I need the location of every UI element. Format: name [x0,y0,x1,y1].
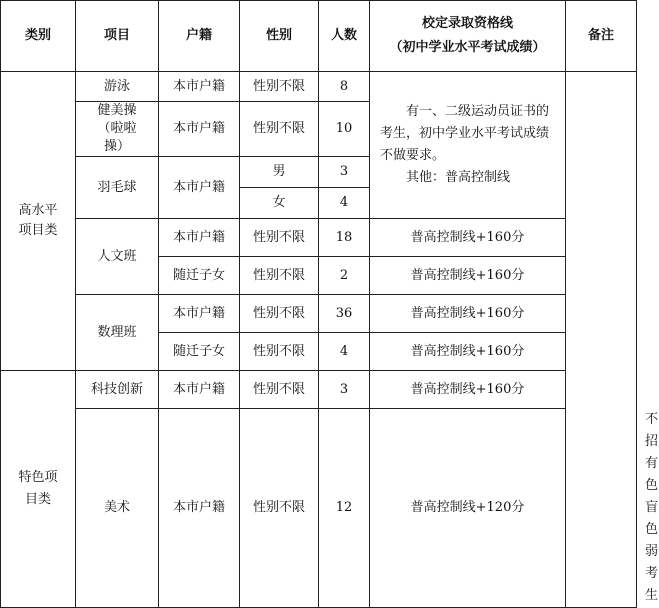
admission-line-cell: 普高控制线+160分 [370,257,566,295]
gender-cell: 性别不限 [240,295,319,333]
table-row [1,295,637,333]
admission-line-cell: 普高控制线+160分 [370,333,566,371]
count-cell: 3 [319,371,370,409]
header-count: 人数 [319,1,370,72]
header-remarks: 备注 [566,1,637,72]
sports-note-certificate: 有一、二级运动员证书的考生，初中学业水平考试成绩不做要求。 [380,104,550,163]
admission-line-cell: 普高控制线+160分 [370,295,566,333]
gender-cell: 性别不限 [240,257,319,295]
item-aerobics: 健美操（啦啦操） [76,102,159,157]
header-line-subtitle: （初中学业水平考试成绩） [389,40,546,55]
category-high-level: 高水平项目类 [1,72,76,371]
gender-cell: 性别不限 [240,409,319,608]
header-hukou: 户籍 [159,1,240,72]
sports-admission-note [370,72,566,219]
gender-male: 男 [240,157,319,188]
gender-female: 女 [240,188,319,219]
header-row [1,1,637,72]
count-cell: 18 [319,219,370,257]
gender-cell: 性别不限 [240,371,319,409]
hukou-cell: 本市户籍 [159,102,240,157]
hukou-cell: 本市户籍 [159,72,240,102]
header-line-title: 校定录取资格线 [421,16,513,31]
count-cell: 8 [319,72,370,102]
remarks-empty [566,72,637,608]
count-cell: 10 [319,102,370,157]
sports-note-other: 其他：普高控制线 [406,170,511,185]
admission-line-cell: 普高控制线+160分 [370,219,566,257]
gender-cell: 性别不限 [240,72,319,102]
hukou-cell: 随迁子女 [159,257,240,295]
table-row [1,72,637,102]
header-gender: 性别 [240,1,319,72]
gender-cell: 性别不限 [240,333,319,371]
gender-cell: 性别不限 [240,102,319,157]
count-cell: 36 [319,295,370,333]
count-cell: 12 [319,409,370,608]
hukou-cell: 随迁子女 [159,333,240,371]
header-category: 类别 [1,1,76,72]
hukou-cell: 本市户籍 [159,157,240,219]
hukou-cell: 本市户籍 [159,371,240,409]
table-row [1,219,637,257]
hukou-cell: 本市户籍 [159,295,240,333]
table-row: 美术 本市户籍 性别不限 12 普高控制线+120分 不招有色盲色弱考生 [1,409,637,608]
item-humanities: 人文班 [76,219,159,295]
gender-cell: 性别不限 [240,219,319,257]
category-special: 特色项目类 [1,371,76,608]
item-tech: 科技创新 [76,371,159,409]
admission-line-cell: 普高控制线+160分 [370,371,566,409]
count-cell: 3 [319,157,370,188]
hukou-cell: 本市户籍 [159,219,240,257]
hukou-cell: 本市户籍 [159,409,240,608]
admission-line-cell: 普高控制线+120分 [370,409,566,608]
count-cell: 4 [319,333,370,371]
table-row [1,371,637,409]
item-art: 美术 [76,409,159,608]
header-item: 项目 [76,1,159,72]
item-math: 数理班 [76,295,159,371]
count-cell: 2 [319,257,370,295]
item-badminton: 羽毛球 [76,157,159,219]
item-swimming: 游泳 [76,72,159,102]
count-cell: 4 [319,188,370,219]
header-admission-line [370,1,566,72]
